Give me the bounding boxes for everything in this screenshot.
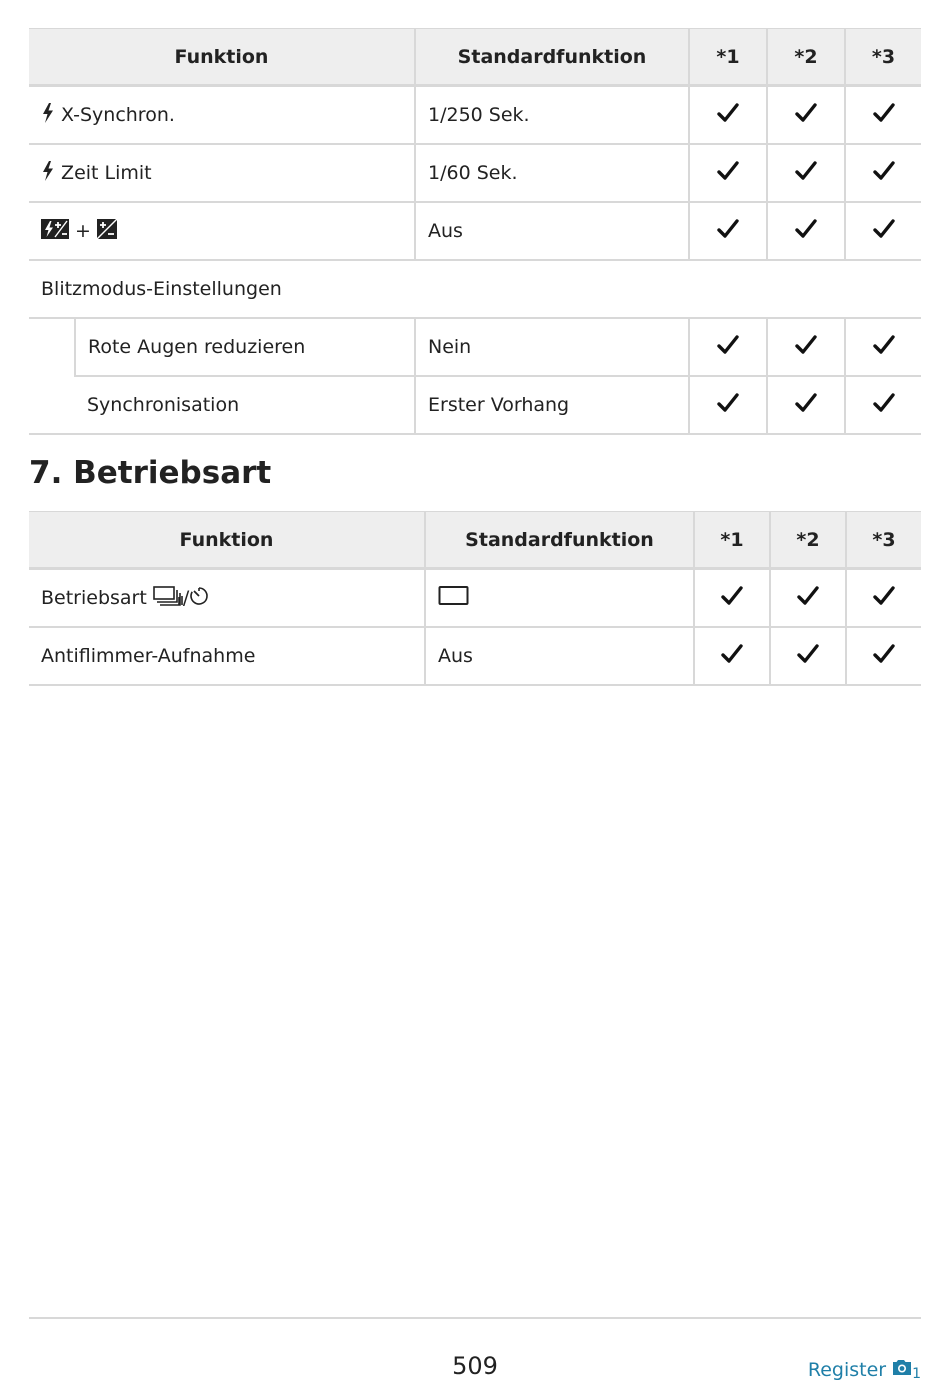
check-col-3 [845, 202, 921, 260]
table-row [29, 627, 921, 685]
header-function: Funktion [29, 29, 415, 86]
check-col-3 [845, 376, 921, 434]
default-value: 1/60 Sek. [415, 144, 689, 202]
group-label: Blitzmodus-Einstellungen [29, 260, 921, 318]
footer-divider [29, 1317, 921, 1319]
header-col-1: *1 [694, 512, 770, 569]
check-col-1 [694, 627, 770, 685]
header-col-1: *1 [689, 29, 767, 86]
check-col-2 [767, 202, 845, 260]
section-title: 7. Betriebsart [29, 455, 272, 491]
default-value: Erster Vorhang [415, 376, 689, 434]
header-col-3: *3 [846, 512, 921, 569]
header-col-3: *3 [845, 29, 921, 86]
check-col-3 [846, 569, 921, 628]
checkmark-icon [795, 219, 817, 239]
check-col-3 [846, 627, 921, 685]
checkmark-icon [717, 103, 739, 123]
flash-compensation-icon [41, 219, 69, 244]
header-function: Funktion [29, 512, 425, 569]
table-header-row [29, 29, 921, 86]
table-row [29, 376, 921, 434]
register-label: Register [807, 1359, 887, 1381]
function-label: Rote Augen reduzieren [75, 318, 415, 376]
check-col-2 [770, 569, 846, 628]
check-col-1 [694, 569, 770, 628]
default-value: Aus [415, 202, 689, 260]
table-row [29, 86, 921, 145]
function-label: Betriebsart [41, 586, 147, 609]
checkmark-icon [717, 335, 739, 355]
table-row [29, 569, 921, 628]
check-col-2 [767, 144, 845, 202]
function-cell [29, 569, 425, 628]
default-value: Aus [425, 627, 694, 685]
table-row [29, 318, 921, 376]
check-col-1 [689, 86, 767, 145]
checkmark-icon [873, 219, 895, 239]
checkmark-icon [721, 586, 743, 606]
checkmark-icon [797, 644, 819, 664]
check-col-1 [689, 318, 767, 376]
checkmark-icon [873, 644, 895, 664]
check-col-2 [770, 627, 846, 685]
function-label: X-Synchron. [61, 103, 175, 126]
table-header-row [29, 512, 921, 569]
icon-separator: / [182, 586, 190, 609]
page-number: 509 [452, 1352, 498, 1380]
checkmark-icon [717, 161, 739, 181]
header-default: Standardfunktion [415, 29, 689, 86]
checkmark-icon [795, 161, 817, 181]
function-label: Zeit Limit [61, 161, 152, 184]
check-col-1 [689, 144, 767, 202]
function-cell [29, 86, 415, 145]
checkmark-icon [797, 586, 819, 606]
table-row [29, 202, 921, 260]
function-cell [29, 144, 415, 202]
check-col-3 [845, 144, 921, 202]
function-label: Synchronisation [75, 376, 415, 434]
function-cell [29, 202, 415, 260]
drive-mode-table [29, 511, 921, 686]
table-group-row [29, 260, 921, 318]
function-label: + [75, 219, 91, 242]
flash-icon [41, 103, 55, 128]
header-col-2: *2 [767, 29, 845, 86]
check-col-1 [689, 376, 767, 434]
checkmark-icon [873, 393, 895, 413]
checkmark-icon [795, 393, 817, 413]
checkmark-icon [795, 335, 817, 355]
function-label: Antiflimmer-Aufnahme [29, 627, 425, 685]
checkmark-icon [873, 335, 895, 355]
exposure-compensation-icon [97, 219, 117, 244]
camera-menu-1-icon [892, 1358, 912, 1381]
header-default: Standardfunktion [425, 512, 694, 569]
header-col-2: *2 [770, 512, 846, 569]
checkmark-icon [717, 393, 739, 413]
check-col-2 [767, 376, 845, 434]
indent-cell [29, 318, 75, 434]
single-frame-icon [438, 585, 470, 612]
checkmark-icon [795, 103, 817, 123]
checkmark-icon [873, 586, 895, 606]
table-row [29, 144, 921, 202]
sequential-shooting-icon [153, 586, 183, 611]
checkmark-icon [873, 161, 895, 181]
check-col-1 [689, 202, 767, 260]
checkmark-icon [721, 644, 743, 664]
register-link[interactable] [808, 1358, 921, 1381]
default-value: Nein [415, 318, 689, 376]
check-col-3 [845, 86, 921, 145]
self-timer-icon [189, 586, 209, 611]
checkmark-icon [717, 219, 739, 239]
check-col-3 [845, 318, 921, 376]
check-col-2 [767, 318, 845, 376]
default-value [425, 569, 694, 628]
check-col-2 [767, 86, 845, 145]
flash-settings-table [29, 28, 921, 435]
default-value: 1/250 Sek. [415, 86, 689, 145]
checkmark-icon [873, 103, 895, 123]
flash-icon [41, 161, 55, 186]
register-subscript: 1 [912, 1366, 921, 1382]
